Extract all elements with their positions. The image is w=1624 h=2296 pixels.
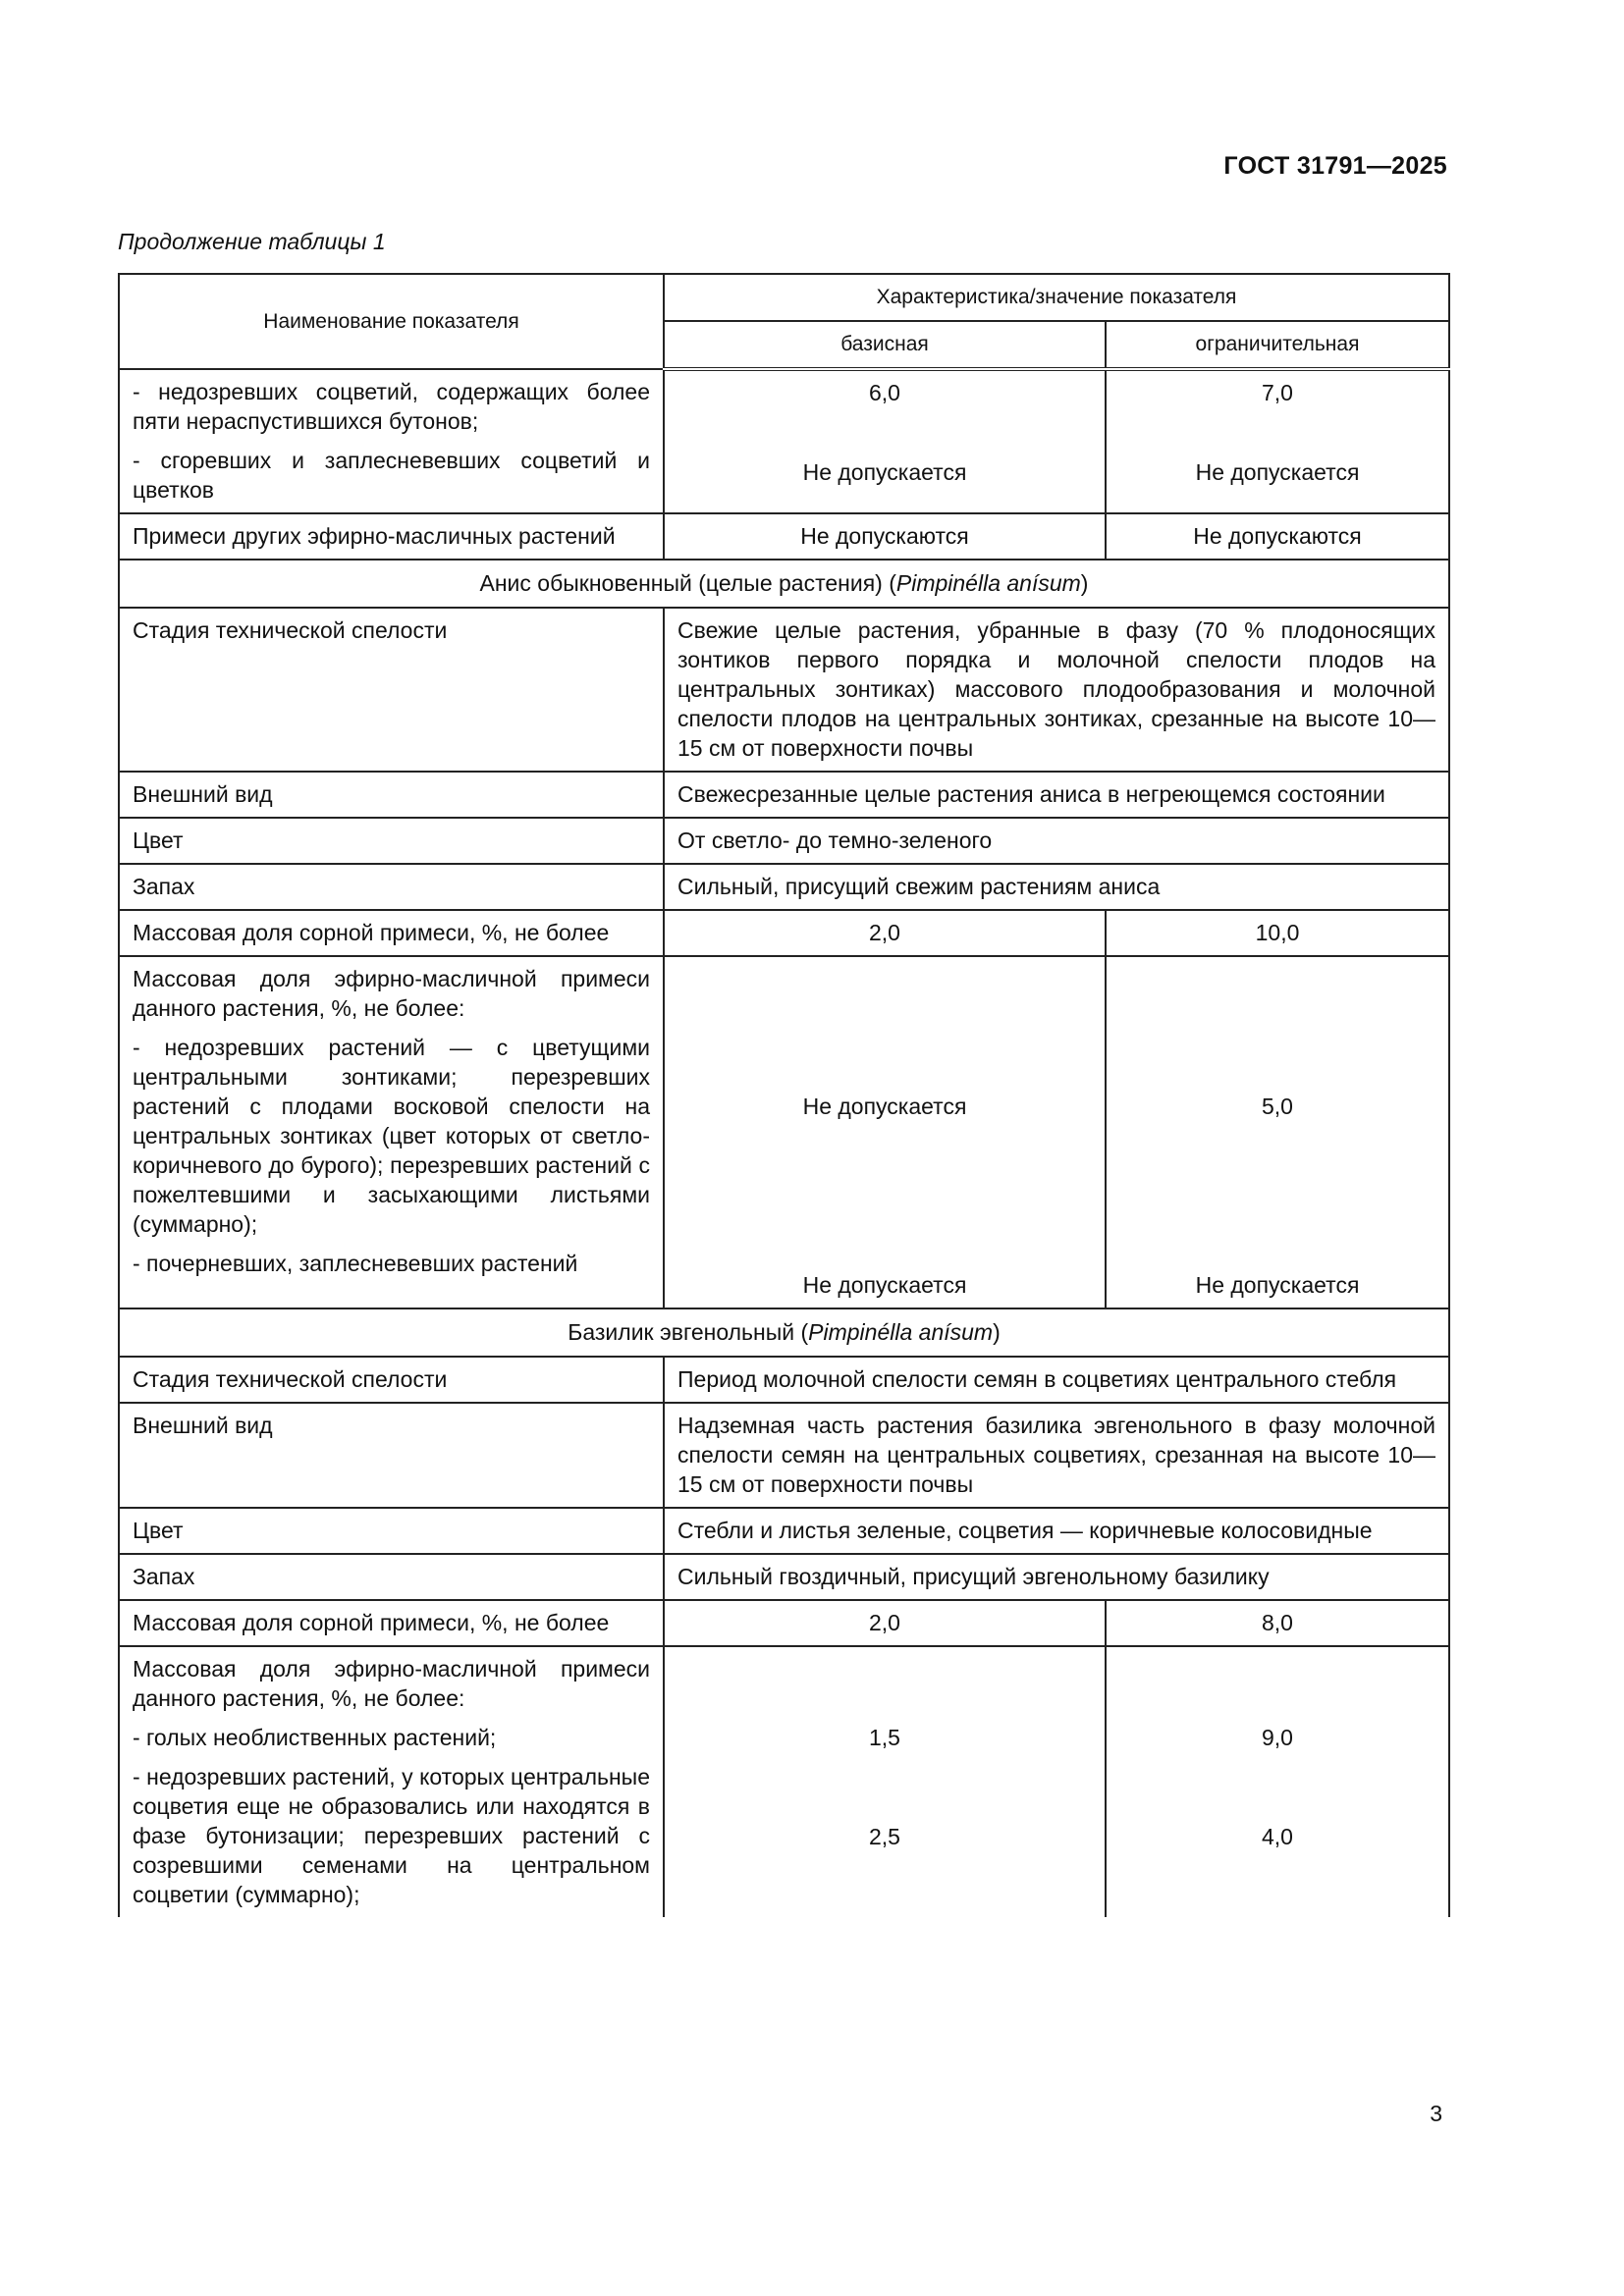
table-row xyxy=(119,1357,1449,1403)
table-row xyxy=(119,910,1449,956)
row-value: Сильный гвоздичный, присущий эвгенольному базилику xyxy=(664,1554,1449,1600)
row-value: 6,0 xyxy=(869,380,900,405)
header-characteristic: Характеристика/значение показателя xyxy=(664,274,1449,321)
row-basic: 2,0 xyxy=(664,1600,1106,1646)
latin-name: Pimpinélla anísum xyxy=(895,570,1081,596)
row-name: Запах xyxy=(119,1554,664,1600)
row-value: Свежесрезанные целые растения аниса в негреющемся состоянии xyxy=(664,772,1449,818)
row-basic: Не допускаются xyxy=(664,513,1106,560)
row-sub: Массовая доля эфирно-масличной примеси данного растения, %, не более: xyxy=(133,966,650,1021)
row-name: Массовая доля сорной примеси, %, не более xyxy=(119,1600,664,1646)
row-value: Не допускается xyxy=(802,1094,967,1119)
section-title-anise: Анис обыкновенный (целые растения) (Pimpinélla anísum) xyxy=(119,560,1449,608)
table-row xyxy=(119,956,1449,1308)
row-name: Цвет xyxy=(119,818,664,864)
row-basic xyxy=(664,369,1106,513)
table-row xyxy=(119,1600,1449,1646)
header-limit: ограничительная xyxy=(1106,321,1449,369)
latin-name: Pimpinélla anísum xyxy=(808,1319,994,1345)
row-basic xyxy=(664,956,1106,1308)
section-title-basil: Базилик эвгенольный (Pimpinélla anísum) xyxy=(119,1308,1449,1357)
table-row xyxy=(119,369,1449,513)
header-basic: базисная xyxy=(664,321,1106,369)
row-basic: 2,0 xyxy=(664,910,1106,956)
page-number: 3 xyxy=(1430,2101,1442,2126)
table-row xyxy=(119,818,1449,864)
row-value: 7,0 xyxy=(1262,380,1293,405)
row-sub: - сгоревших и заплесневевших соцветий и цветков xyxy=(133,448,650,503)
table-row xyxy=(119,1646,1449,1917)
row-name: Стадия технической спелости xyxy=(119,1357,664,1403)
row-value: Стебли и листья зеленые, соцветия — коричневые колосовидные xyxy=(664,1508,1449,1554)
indicators-table xyxy=(118,273,1450,1917)
section-row xyxy=(119,560,1449,608)
row-name: Стадия технической спелости xyxy=(119,608,664,772)
table-row xyxy=(119,772,1449,818)
standard-number: ГОСТ 31791—2025 xyxy=(1223,152,1447,180)
row-sub: - почерневших, заплесневевших растений xyxy=(133,1251,578,1276)
row-sub: - недозревших растений, у которых центральные соцветия еще не образовались или находятся в фазе бутонизации; перезревших растений с созревшими семенами на центральном соцветии (суммарно); xyxy=(133,1764,650,1907)
section-row xyxy=(119,1308,1449,1357)
row-limit xyxy=(1106,1646,1449,1917)
row-limit: Не допускаются xyxy=(1106,513,1449,560)
table-row xyxy=(119,513,1449,560)
row-sub: Массовая доля эфирно-масличной примеси данного растения, %, не более: xyxy=(133,1656,650,1711)
table-row xyxy=(119,608,1449,772)
row-name xyxy=(119,956,664,1308)
table-row xyxy=(119,1403,1449,1508)
row-sub: - недозревших растений — с цветущими центральными зонтиками; перезревших растений с плодами восковой спелости на центральных зонтиках (цвет которых от светло-коричневого до бурого); перезревших растений с пожелтевшими и засыхающими листьями (суммарно); xyxy=(133,1035,650,1237)
table-row xyxy=(119,1508,1449,1554)
row-value: От светло- до темно-зеленого xyxy=(664,818,1449,864)
row-name: Внешний вид xyxy=(119,772,664,818)
row-value: Не допускается xyxy=(1195,459,1360,485)
row-value: 9,0 xyxy=(1262,1725,1293,1750)
row-limit: 8,0 xyxy=(1106,1600,1449,1646)
row-name: Массовая доля сорной примеси, %, не более xyxy=(119,910,664,956)
row-value: Сильный, присущий свежим растениям аниса xyxy=(664,864,1449,910)
row-name: Примеси других эфирно-масличных растений xyxy=(119,513,664,560)
row-value: 1,5 xyxy=(869,1725,900,1750)
row-value: 4,0 xyxy=(1262,1824,1293,1849)
row-value: Не допускается xyxy=(1195,1272,1360,1298)
row-name xyxy=(119,1646,664,1917)
row-name xyxy=(119,369,664,513)
row-name: Запах xyxy=(119,864,664,910)
row-value: 2,5 xyxy=(869,1824,900,1849)
row-value: Не допускается xyxy=(802,459,967,485)
row-limit xyxy=(1106,369,1449,513)
row-name: Внешний вид xyxy=(119,1403,664,1508)
table-row xyxy=(119,1554,1449,1600)
row-sub: - недозревших соцветий, содержащих более пяти нераспустившихся бутонов; xyxy=(133,379,650,434)
table-caption: Продолжение таблицы 1 xyxy=(118,229,386,254)
row-value: Не допускается xyxy=(802,1272,967,1298)
row-sub: - голых необлиственных растений; xyxy=(133,1725,497,1750)
header-name: Наименование показателя xyxy=(119,274,664,369)
row-value: Надземная часть растения базилика эвгенольного в фазу молочной спелости семян на центральных соцветиях, срезанная на высоте 10—15 см от поверхности почвы xyxy=(664,1403,1449,1508)
row-value: Период молочной спелости семян в соцветиях центрального стебля xyxy=(664,1357,1449,1403)
table-row xyxy=(119,864,1449,910)
row-value: Свежие целые растения, убранные в фазу (70 % плодоносящих зонтиков первого порядка и молочной спелости плодов на центральных зонтиках) массового плодообразования и молочной спелости плодов на центральных зонтиках, срезанные на высоте 10—15 см от поверхности почвы xyxy=(664,608,1449,772)
row-limit xyxy=(1106,956,1449,1308)
row-name: Цвет xyxy=(119,1508,664,1554)
row-value: 5,0 xyxy=(1262,1094,1293,1119)
row-limit: 10,0 xyxy=(1106,910,1449,956)
row-basic xyxy=(664,1646,1106,1917)
